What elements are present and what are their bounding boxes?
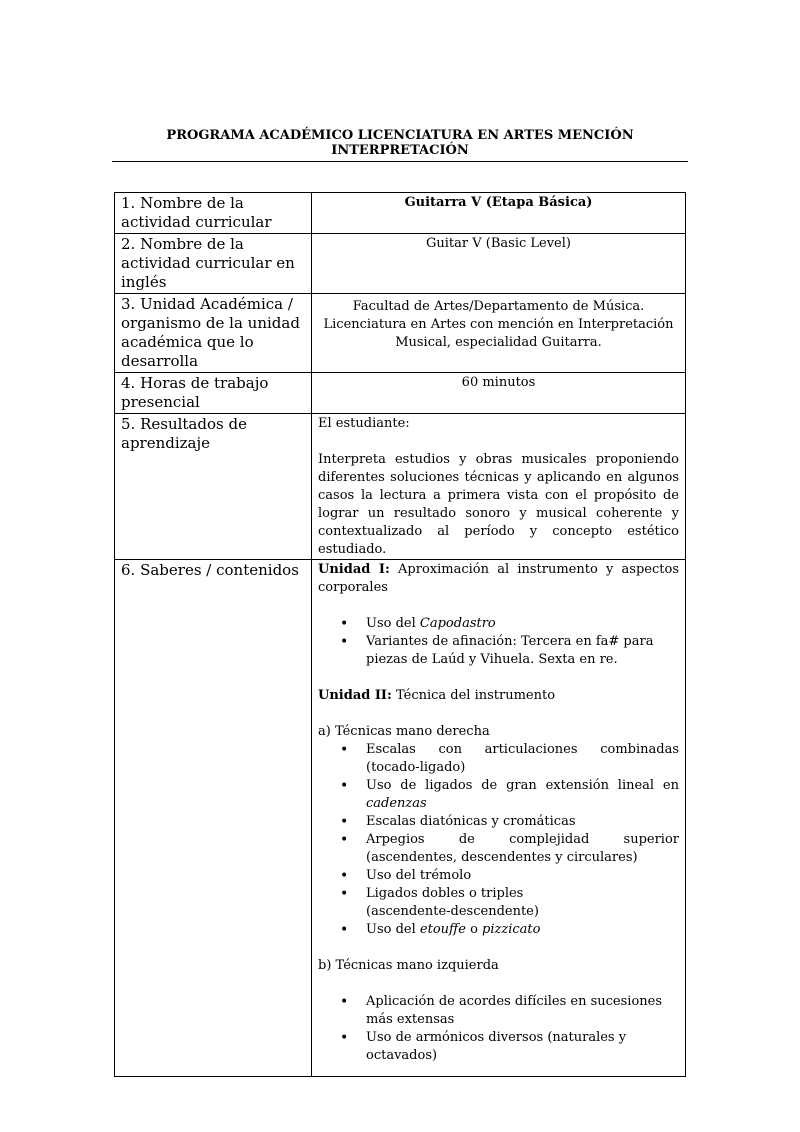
unit1-heading (318, 561, 679, 597)
list-item (318, 921, 679, 939)
outcomes-text: Interpreta estudios y obras musicales proponiendo diferentes soluciones técnicas y aplicando en algunos casos la lectura a primera vista con el propósito de lograr un resultado sonoro y musical coherente y contextualizado al período y concepto estético estudiado. (318, 452, 679, 557)
unit2-subsection-a: a) Técnicas mano derecha (318, 724, 490, 739)
unit2-heading (318, 687, 679, 705)
unit2-list-b (318, 993, 679, 1065)
row2-label: 2. Nombre de la actividad curricular en inglés (115, 234, 312, 294)
list-item: • Arpegios de complejidad superior (ascendentes, descendentes y circulares) (318, 831, 679, 867)
list-item: • Escalas diatónicas y cromáticas (318, 813, 679, 831)
a7-em2: pizzicato (482, 922, 541, 937)
learning-outcomes (312, 414, 686, 560)
table-row (115, 193, 686, 234)
table-row (115, 414, 686, 560)
table-row (115, 560, 686, 1077)
row4-label: 4. Horas de trabajo presencial (115, 373, 312, 414)
table-row (115, 234, 686, 294)
a2-text: Uso de ligados de gran extensión lineal en (366, 778, 679, 793)
course-info-table (114, 192, 686, 1077)
unit1-list (318, 615, 679, 669)
unit2-list-a (318, 741, 679, 939)
list-item: • Ligados dobles o triples (ascendente-descendente) (318, 885, 679, 921)
a7-mid: o (465, 922, 483, 937)
a2-em: cadenzas (366, 796, 427, 811)
row5-label: 5. Resultados de aprendizaje (115, 414, 312, 560)
list-item (318, 615, 679, 633)
table-row (115, 373, 686, 414)
row6-label: 6. Saberes / contenidos (115, 560, 312, 1077)
document-title: PROGRAMA ACADÉMICO LICENCIATURA EN ARTES MENCIÓN INTERPRETACIÓN (112, 128, 688, 162)
unit2-subsection-b: b) Técnicas mano izquierda (318, 958, 499, 973)
a7-em1: etouffe (419, 922, 466, 937)
list-item: • Variantes de afinación: Tercera en fa# para piezas de Laúd y Vihuela. Sexta en re. (318, 633, 679, 669)
table-row (115, 294, 686, 373)
unit2-title: Técnica del instrumento (391, 688, 556, 703)
unit1-title: Aproximación al instrumento y aspectos corporales (318, 562, 679, 595)
list-item: • Uso de armónicos diversos (naturales y octavados) (318, 1029, 679, 1065)
academic-unit: Facultad de Artes/Departamento de Música. Licenciatura en Artes con mención en Interpretación Musical, especialidad Guitarra. (312, 294, 686, 373)
unit1-label: Unidad I: (318, 562, 390, 577)
list-item: • Escalas con articulaciones combinadas (tocado-ligado) (318, 741, 679, 777)
course-name-english: Guitar V (Basic Level) (312, 234, 686, 294)
list-item (318, 777, 679, 813)
unit1-item1-text: Uso del (366, 616, 420, 631)
contents (312, 560, 686, 1077)
a7-text: Uso del (366, 922, 420, 937)
contact-hours: 60 minutos (312, 373, 686, 414)
course-name: Guitarra V (Etapa Básica) (312, 193, 686, 234)
row1-label: 1. Nombre de la actividad curricular (115, 193, 312, 234)
row3-label: 3. Unidad Académica / organismo de la unidad académica que lo desarrolla (115, 294, 312, 373)
outcomes-intro: El estudiante: (318, 416, 410, 431)
list-item: • Aplicación de acordes difíciles en sucesiones más extensas (318, 993, 679, 1029)
list-item: • Uso del trémolo (318, 867, 679, 885)
unit1-item1-em: Capodastro (419, 616, 496, 631)
unit2-label: Unidad II: (318, 688, 392, 703)
